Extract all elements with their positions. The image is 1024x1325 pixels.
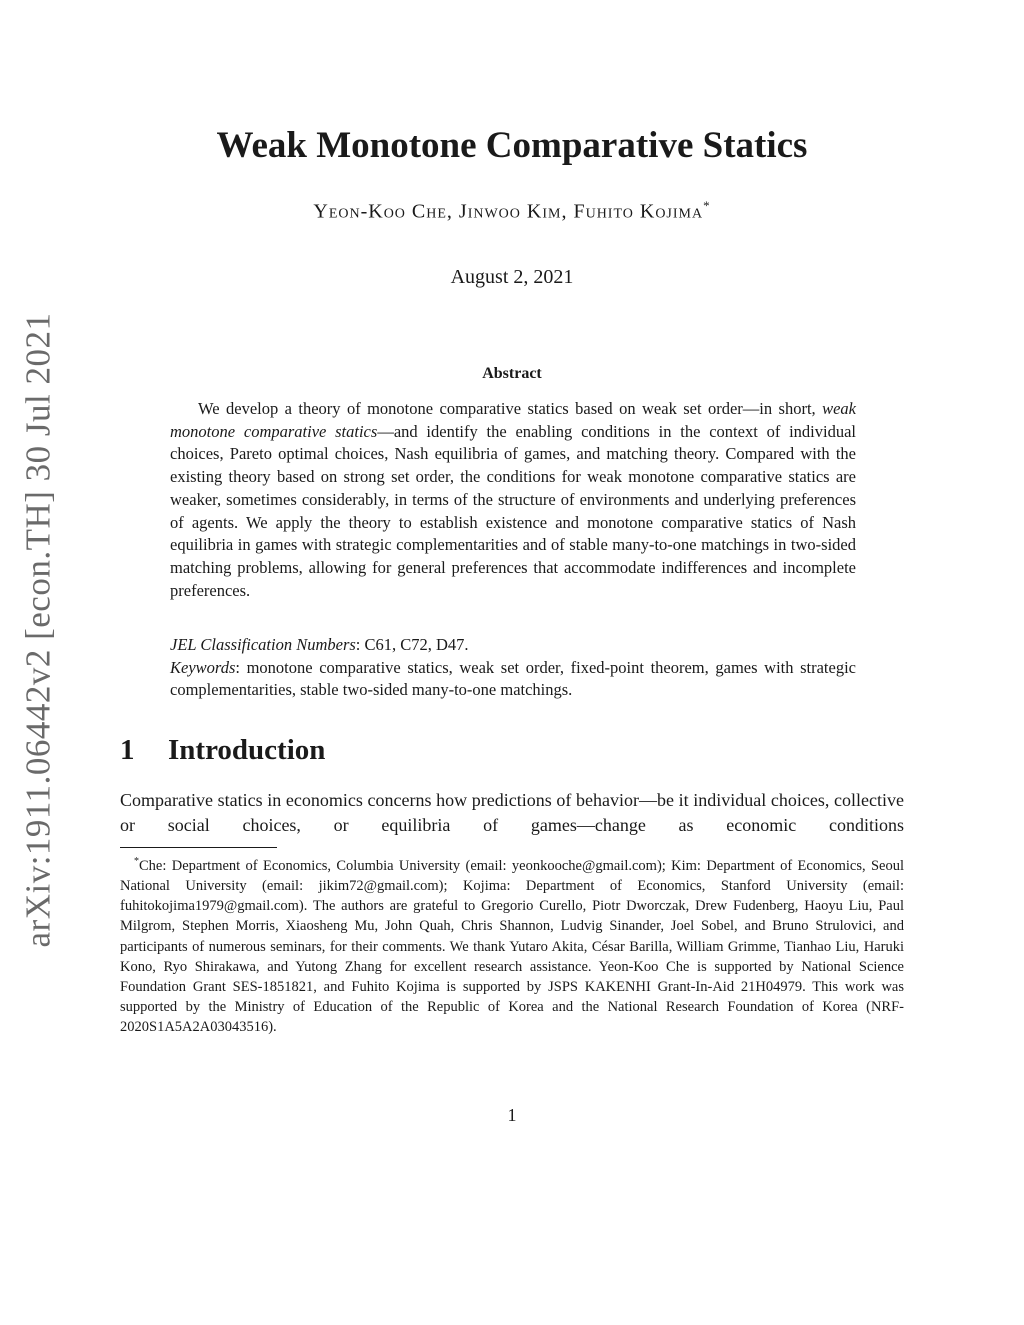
- section-title: Introduction: [168, 734, 326, 766]
- paper-date: August 2, 2021: [450, 266, 574, 288]
- author-footnote-mark: *: [703, 198, 711, 213]
- keywords-label: Keywords: [170, 657, 236, 677]
- footnote-divider: [120, 847, 277, 848]
- footnote-text: Che: Department of Economics, Columbia University (email: yeonkooche@gmail.com); Kim: Department of Economics, Seoul National University (email: jikim72@gmail.com); Kojima: Department of Economics, Stanford University (email: fuhitokojima1979@gmail.com). The authors are grateful to Gregorio Curello, Piotr Dworczak, Drew Fudenberg, Haoyu Liu, Paul Milgrom, Stephen Morris, Xiaosheng Mu, John Quah, Chris Shannon, Ludvig Sinander, Joel Sobel, and Bruno Strulovici, and participants of numerous seminars, for their comments. We thank Yutaro Akita, César Barilla, William Grimme, Tianhao Liu, Haruki Kono, Ryo Shirakawa, and Yutong Zhang for excellent research assistance. Yeon-Koo Che is supported by National Science Foundation Grant SES-1851821, and Fuhito Kojima is supported by JSPS KAKENHI Grant-In-Aid 21H04979. This work was supported by the Ministry of Education of the Republic of Korea and the National Research Foundation of Korea (NRF-2020S1A5A2A03043516).: [120, 857, 904, 1036]
- footnote-paragraph: [120, 852, 904, 1038]
- section-number: 1: [120, 734, 135, 766]
- footnote: [120, 852, 904, 1038]
- classification-block: [170, 634, 856, 702]
- footnote-mark: *: [134, 856, 139, 867]
- arxiv-identifier: arXiv:1911.06442v2 [econ.TH] 30 Jul 2021: [18, 312, 57, 948]
- keywords-line: [170, 657, 856, 702]
- author-line: [0, 198, 1024, 224]
- paper-title: Weak Monotone Comparative Statics: [216, 125, 808, 166]
- page-number: 1: [507, 1105, 517, 1125]
- abstract-paragraph: [170, 398, 856, 602]
- abstract-heading: Abstract: [482, 365, 542, 382]
- abstract-emphasis: weak monotone comparative statics: [170, 399, 856, 441]
- abstract-body: [170, 398, 856, 602]
- jel-line: [170, 634, 856, 657]
- jel-value: : C61, C72, D47.: [355, 635, 469, 654]
- abstract-rest: —and identify the enabling conditions in the context of individual choices, Pareto optimal choices, Nash equilibria of games, and matching theory. Compared with the existing theory based on strong set order, the conditions for weak monotone comparative statics are weaker, sometimes considerably, in terms of the structure of environments and underlying preferences of agents. We apply the theory to establish existence and monotone comparative statics of Nash equilibria in games with strategic complementarities and of stable many-to-one matchings in two-sided matching problems, allowing for general preferences that accommodate indifferences and incomplete preferences.: [170, 421, 857, 600]
- introduction-text: Comparative statics in economics concerns how predictions of behavior—be it individual choices, collective or social choices, or equilibria of games—change as economic conditions: [120, 790, 904, 835]
- section-heading: [120, 734, 325, 767]
- arxiv-identifier-sidebar: [16, 312, 60, 948]
- abstract-lead: We develop a theory of monotone comparative statics based on weak set order—in short,: [198, 399, 823, 418]
- keywords-value: : monotone comparative statics, weak set order, fixed-point theorem, games with strategic complementarities, stable two-sided many-to-one matchings.: [170, 657, 856, 700]
- author-names: Yeon-Koo Che, Jinwoo Kim, Fuhito Kojima: [313, 200, 704, 223]
- jel-label: JEL Classification Numbers: [170, 635, 356, 654]
